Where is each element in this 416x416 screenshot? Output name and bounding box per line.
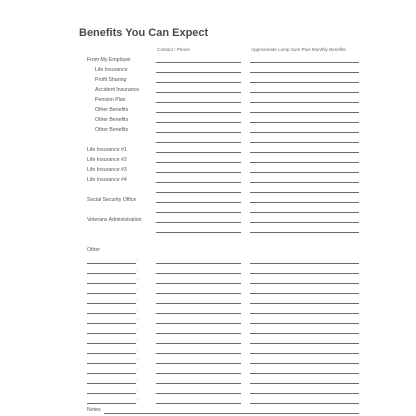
other-name-line[interactable] [87, 363, 136, 364]
other-colon: : [137, 358, 139, 364]
benefits-line-other-2[interactable] [250, 283, 359, 284]
contact-phone-line-life-0[interactable] [156, 152, 241, 153]
other-colon: : [137, 378, 139, 384]
other-name-line[interactable] [87, 313, 136, 314]
other-name-line[interactable] [87, 383, 136, 384]
contact-phone-line-other-0[interactable] [156, 263, 241, 264]
contact-phone-line-life-3[interactable] [156, 182, 241, 183]
other-name-line[interactable] [87, 333, 136, 334]
other-colon: : [137, 308, 139, 314]
page-title: Benefits You Can Expect [79, 27, 209, 39]
benefits-line-other-12[interactable] [250, 383, 359, 384]
contact-phone-line-other-13[interactable] [156, 393, 241, 394]
benefits-line-employer-4[interactable] [250, 112, 359, 113]
other-colon: : [137, 368, 139, 374]
other-colon: : [137, 348, 139, 354]
other-name-line[interactable] [87, 343, 136, 344]
benefits-line-va-2[interactable] [250, 232, 359, 233]
benefits-line-other-8[interactable] [250, 343, 359, 344]
contact-phone-line-life-extra[interactable] [156, 192, 241, 193]
benefits-line-other-6[interactable] [250, 323, 359, 324]
life-insurance-label: Life Insurance #2 [87, 157, 127, 163]
benefits-line-employer-5[interactable] [250, 122, 359, 123]
benefits-line-employer-6[interactable] [250, 132, 359, 133]
benefits-line-va[interactable] [250, 222, 359, 223]
other-name-line[interactable] [87, 283, 136, 284]
other-colon: : [137, 298, 139, 304]
notes-label: Notes [87, 407, 101, 413]
contact-phone-line-life-2[interactable] [156, 172, 241, 173]
benefits-line-other-7[interactable] [250, 333, 359, 334]
contact-phone-line-employer-5[interactable] [156, 122, 241, 123]
benefits-line-life-0[interactable] [250, 152, 359, 153]
contact-phone-line-other-14[interactable] [156, 403, 241, 404]
benefits-line-employer[interactable] [250, 62, 359, 63]
benefits-line-other-5[interactable] [250, 313, 359, 314]
contact-phone-line-employer-6[interactable] [156, 132, 241, 133]
employer-item-label: Profit Sharing [95, 77, 127, 83]
contact-phone-line-other-8[interactable] [156, 343, 241, 344]
employer-item-label: Life Insurance [95, 67, 128, 73]
benefits-line-other-1[interactable] [250, 273, 359, 274]
benefits-line-other-4[interactable] [250, 303, 359, 304]
benefits-line-other-10[interactable] [250, 363, 359, 364]
contact-phone-line-employer-4[interactable] [156, 112, 241, 113]
other-colon: : [137, 318, 139, 324]
benefits-line-employer-3[interactable] [250, 102, 359, 103]
benefits-line-other-13[interactable] [250, 393, 359, 394]
benefits-line-employer-0[interactable] [250, 72, 359, 73]
other-colon: : [137, 268, 139, 274]
contact-phone-line-other-5[interactable] [156, 313, 241, 314]
other-name-line[interactable] [87, 323, 136, 324]
other-name-line[interactable] [87, 393, 136, 394]
benefits-line-other-3[interactable] [250, 293, 359, 294]
other-colon: : [137, 338, 139, 344]
benefits-line-life-1[interactable] [250, 162, 359, 163]
veterans-label: Veterans Administration [87, 217, 142, 223]
employer-item-label: Pension Plan [95, 97, 126, 103]
employer-item-label: Other Benefits [95, 127, 129, 133]
contact-phone-line-employer-extra[interactable] [156, 142, 241, 143]
employer-item-label: Accident Insurance [95, 87, 140, 93]
social-security-label: Social Security Office [87, 197, 137, 203]
benefits-line-ss[interactable] [250, 202, 359, 203]
contact-phone-header: Contact / Phone [157, 47, 190, 52]
other-colon: : [137, 328, 139, 334]
contact-phone-line-other-3[interactable] [156, 293, 241, 294]
other-colon: : [137, 288, 139, 294]
benefits-line-life-extra[interactable] [250, 192, 359, 193]
contact-phone-line-other-10[interactable] [156, 363, 241, 364]
benefits-line-life-3[interactable] [250, 182, 359, 183]
contact-phone-line-employer-3[interactable] [156, 102, 241, 103]
notes-line[interactable] [104, 413, 359, 414]
life-insurance-label: Life Insurance #4 [87, 177, 127, 183]
other-colon: : [137, 398, 139, 404]
contact-phone-line-other-12[interactable] [156, 383, 241, 384]
life-insurance-label: Life Insurance #1 [87, 147, 127, 153]
contact-phone-line-va-2[interactable] [156, 232, 241, 233]
contact-phone-line-va[interactable] [156, 222, 241, 223]
benefits-header: Approximate Lump Sum Plus Monthly Benefits [251, 47, 346, 52]
benefits-line-employer-extra[interactable] [250, 142, 359, 143]
employer-item-label: Other Benefits [95, 117, 129, 123]
benefits-line-other-0[interactable] [250, 263, 359, 264]
other-name-line[interactable] [87, 263, 136, 264]
other-colon: : [137, 258, 139, 264]
contact-phone-line-ss[interactable] [156, 202, 241, 203]
contact-phone-line-other-6[interactable] [156, 323, 241, 324]
contact-phone-line-employer[interactable] [156, 62, 241, 63]
other-name-line[interactable] [87, 303, 136, 304]
employer-section-label: From My Employer [87, 57, 131, 63]
benefits-line-other-14[interactable] [250, 403, 359, 404]
employer-item-label: Other Benefits [95, 107, 129, 113]
benefits-line-other-9[interactable] [250, 353, 359, 354]
contact-phone-line-other-1[interactable] [156, 273, 241, 274]
contact-phone-line-other-11[interactable] [156, 373, 241, 374]
benefits-line-life-2[interactable] [250, 172, 359, 173]
benefits-line-employer-1[interactable] [250, 82, 359, 83]
contact-phone-line-employer-1[interactable] [156, 82, 241, 83]
contact-phone-line-other-2[interactable] [156, 283, 241, 284]
life-insurance-label: Life Insurance #3 [87, 167, 127, 173]
other-label: Other [87, 247, 100, 253]
contact-phone-line-other-9[interactable] [156, 353, 241, 354]
other-colon: : [137, 278, 139, 284]
contact-phone-line-other-7[interactable] [156, 333, 241, 334]
contact-phone-line-employer-0[interactable] [156, 72, 241, 73]
contact-phone-line-life-1[interactable] [156, 162, 241, 163]
other-name-line[interactable] [87, 293, 136, 294]
benefits-line-employer-2[interactable] [250, 92, 359, 93]
benefits-line-other-11[interactable] [250, 373, 359, 374]
benefits-line-ss-2[interactable] [250, 212, 359, 213]
contact-phone-line-other-4[interactable] [156, 303, 241, 304]
contact-phone-line-ss-2[interactable] [156, 212, 241, 213]
other-name-line[interactable] [87, 353, 136, 354]
other-name-line[interactable] [87, 403, 136, 404]
other-colon: : [137, 388, 139, 394]
other-name-line[interactable] [87, 273, 136, 274]
other-name-line[interactable] [87, 373, 136, 374]
contact-phone-line-employer-2[interactable] [156, 92, 241, 93]
